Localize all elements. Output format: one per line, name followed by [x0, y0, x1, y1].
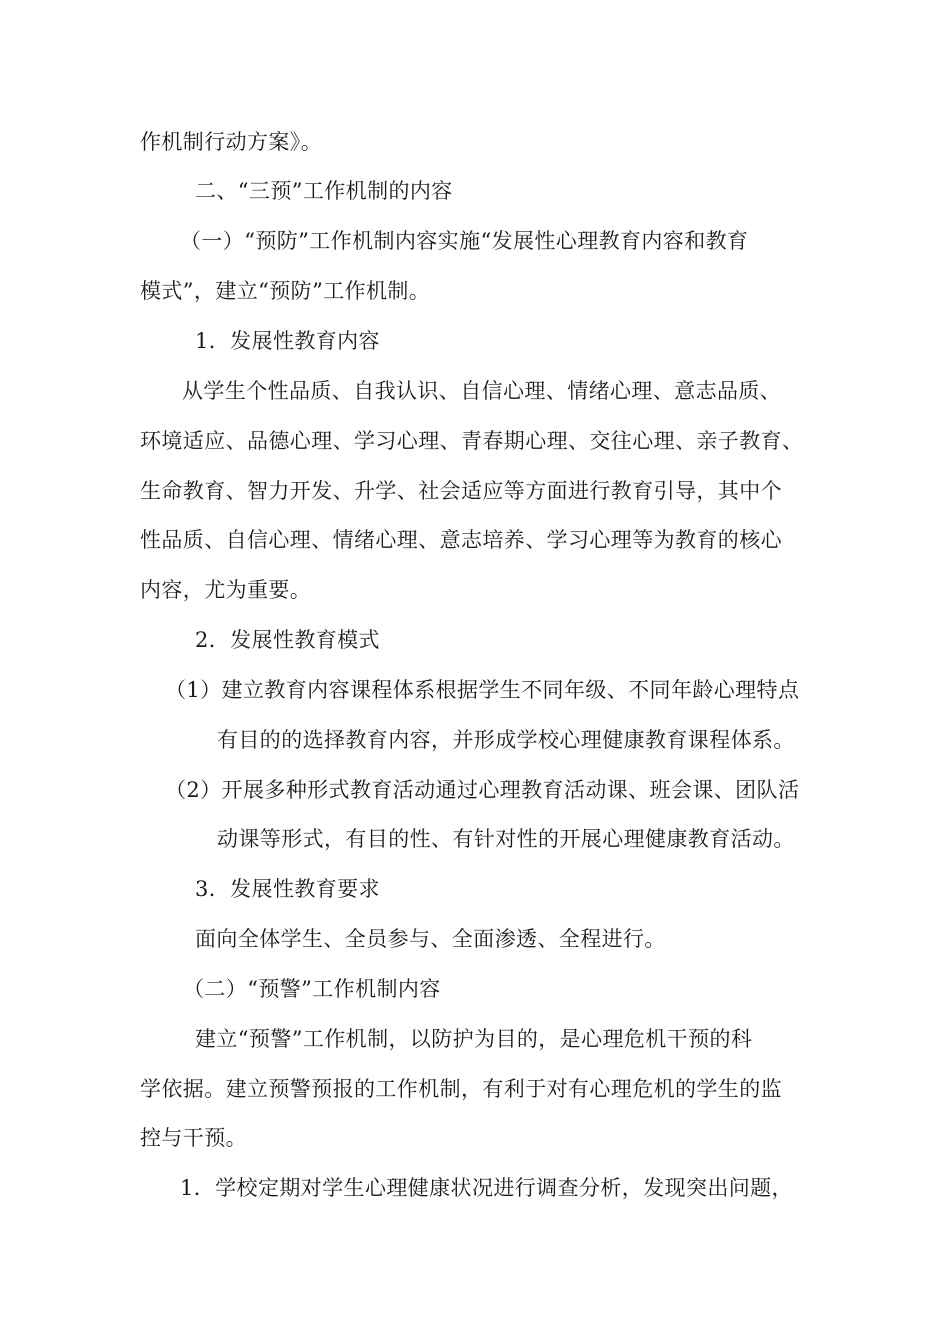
text-line: 性品质、自信心理、情绪心理、意志培养、学习心理等为教育的核心 — [140, 528, 782, 552]
list-item: （2）开展多种形式教育活动通过心理教育活动课、班会课、团队活 — [165, 778, 800, 802]
section-heading: 二、“三预”工作机制的内容 — [195, 179, 453, 203]
text-line: 控与干预。 — [140, 1126, 247, 1150]
list-item: 1．学校定期对学生心理健康状况进行调查分析，发现突出问题， — [180, 1176, 793, 1200]
text-line: 动课等形式，有目的性、有针对性的开展心理健康教育活动。 — [217, 827, 795, 851]
list-item: （1）建立教育内容课程体系根据学生不同年级、不同年龄心理特点 — [165, 678, 800, 702]
text-line: 内容，尤为重要。 — [140, 578, 312, 602]
text-line: 建立“预警”工作机制，以防护为目的，是心理危机干预的科 — [195, 1027, 753, 1051]
text-line: 从学生个性品质、自我认识、自信心理、情绪心理、意志品质、 — [182, 379, 782, 403]
item-heading: 3．发展性教育要求 — [195, 877, 380, 901]
text-line: 环境适应、品德心理、学习心理、青春期心理、交往心理、亲子教育、 — [140, 429, 804, 453]
subsection-heading: （二）“预警”工作机制内容 — [183, 977, 441, 1001]
text-line: 生命教育、智力开发、升学、社会适应等方面进行教育引导，其中个 — [140, 479, 782, 503]
text-line: 模式”，建立“预防”工作机制。 — [140, 279, 431, 303]
item-heading: 2．发展性教育模式 — [195, 628, 380, 652]
text-line: 面向全体学生、全员参与、全面渗透、全程进行。 — [195, 927, 666, 951]
text-line: 有目的的选择教育内容，并形成学校心理健康教育课程体系。 — [217, 728, 795, 752]
text-line: 学依据。建立预警预报的工作机制，有利于对有心理危机的学生的监 — [140, 1077, 782, 1101]
subsection-heading: （一）“预防”工作机制内容实施“发展性心理教育内容和教育 — [180, 229, 749, 253]
item-heading: 1．发展性教育内容 — [195, 329, 380, 353]
text-line: 作机制行动方案》。 — [140, 130, 323, 154]
